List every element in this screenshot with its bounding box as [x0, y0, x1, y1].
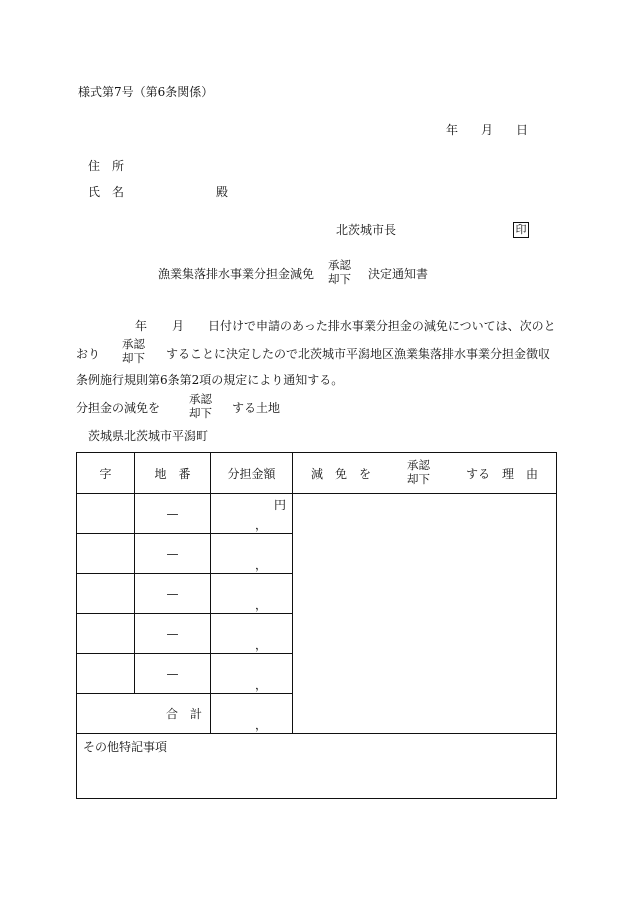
- row-chiban: —: [135, 614, 211, 654]
- date-day-label: 日: [516, 123, 529, 137]
- date-year-label: 年: [446, 123, 459, 137]
- header-reason-content: [293, 459, 556, 487]
- body-line-3: 条例施行規則第6条第2項の規定により通知する。: [76, 373, 344, 387]
- form-number: 様式第7号（第6条関係）: [78, 85, 214, 99]
- title-option-approve: 承認: [328, 258, 351, 272]
- row-chiban: —: [135, 534, 211, 574]
- land-heading-options: [189, 393, 212, 421]
- title-decision-options: [328, 259, 351, 287]
- issuer-name: 北茨城市長: [336, 223, 397, 237]
- header-reason-options: [407, 459, 430, 487]
- body-year-label: 年: [135, 319, 148, 333]
- row-amount: [211, 574, 293, 614]
- body-line-2-prefix: おり: [76, 347, 101, 361]
- amount-separator: ，: [255, 638, 268, 652]
- title-prefix: 漁業集落排水事業分担金減免: [158, 267, 315, 281]
- row-chiban: —: [135, 654, 211, 694]
- header-aza: 字: [77, 453, 135, 494]
- row-amount: [211, 614, 293, 654]
- row-amount: [211, 494, 293, 534]
- seal-mark: 印: [513, 222, 529, 238]
- reason-cell: [293, 494, 557, 734]
- row-amount-content: [211, 494, 292, 533]
- row-aza: [77, 614, 135, 654]
- amount-separator: ，: [255, 518, 268, 532]
- land-heading-prefix: 分担金の減免を: [76, 401, 161, 415]
- table-row: [77, 494, 557, 534]
- land-option-approve: 承認: [189, 392, 212, 406]
- title-option-reject: 却下: [328, 271, 351, 286]
- notes-row: [77, 734, 557, 799]
- total-amount-content: [211, 694, 292, 733]
- amount-separator: ，: [255, 678, 268, 692]
- header-reason-prefix: 減 免 を: [310, 466, 371, 481]
- land-heading-suffix: する土地: [232, 401, 281, 415]
- address-label: 住 所: [88, 159, 125, 173]
- row-aza: [77, 574, 135, 614]
- row-amount: [211, 534, 293, 574]
- row-chiban: —: [135, 574, 211, 614]
- amount-separator: ，: [255, 598, 268, 612]
- row-amount-content: [211, 614, 292, 653]
- body-line-1: 日付けで申請のあった排水事業分担金の減免については、次のと: [208, 319, 556, 333]
- body-month-label: 月: [172, 319, 185, 333]
- total-label: 合 計: [77, 694, 211, 734]
- row-amount: [211, 654, 293, 694]
- body-line-2: することに決定したので北茨城市平潟地区漁業集落排水事業分担金徴収: [166, 347, 551, 361]
- row-amount-content: [211, 654, 292, 693]
- header-chiban: 地 番: [135, 453, 211, 494]
- amount-separator: ，: [255, 558, 268, 572]
- header-reason-suffix: する 理 由: [465, 466, 538, 481]
- header-amount: 分担金額: [211, 453, 293, 494]
- row-aza: [77, 534, 135, 574]
- row-aza: [77, 494, 135, 534]
- date-month-label: 月: [481, 123, 494, 137]
- total-amount-separator: ，: [255, 718, 268, 732]
- row-amount-content: [211, 534, 292, 573]
- header-reason: [293, 453, 557, 494]
- body-option-approve: 承認: [122, 337, 145, 351]
- header-option-reject: 却下: [406, 472, 430, 486]
- row-amount-content: [211, 574, 292, 613]
- body-decision-options: [122, 338, 145, 366]
- honorific: 殿: [216, 185, 229, 199]
- title-suffix: 決定通知書: [368, 267, 429, 281]
- row-chiban: —: [135, 494, 211, 534]
- row-aza: [77, 654, 135, 694]
- notes-label: その他特記事項: [77, 734, 557, 799]
- total-amount: [211, 694, 293, 734]
- currency-unit: 円: [273, 498, 286, 512]
- land-table: [76, 452, 557, 799]
- header-option-approve: 承認: [406, 458, 430, 473]
- name-label: 氏 名: [88, 185, 125, 199]
- land-option-reject: 却下: [189, 405, 212, 420]
- table-header-row: [77, 453, 557, 494]
- body-option-reject: 却下: [122, 350, 145, 365]
- land-location: 茨城県北茨城市平潟町: [88, 429, 209, 443]
